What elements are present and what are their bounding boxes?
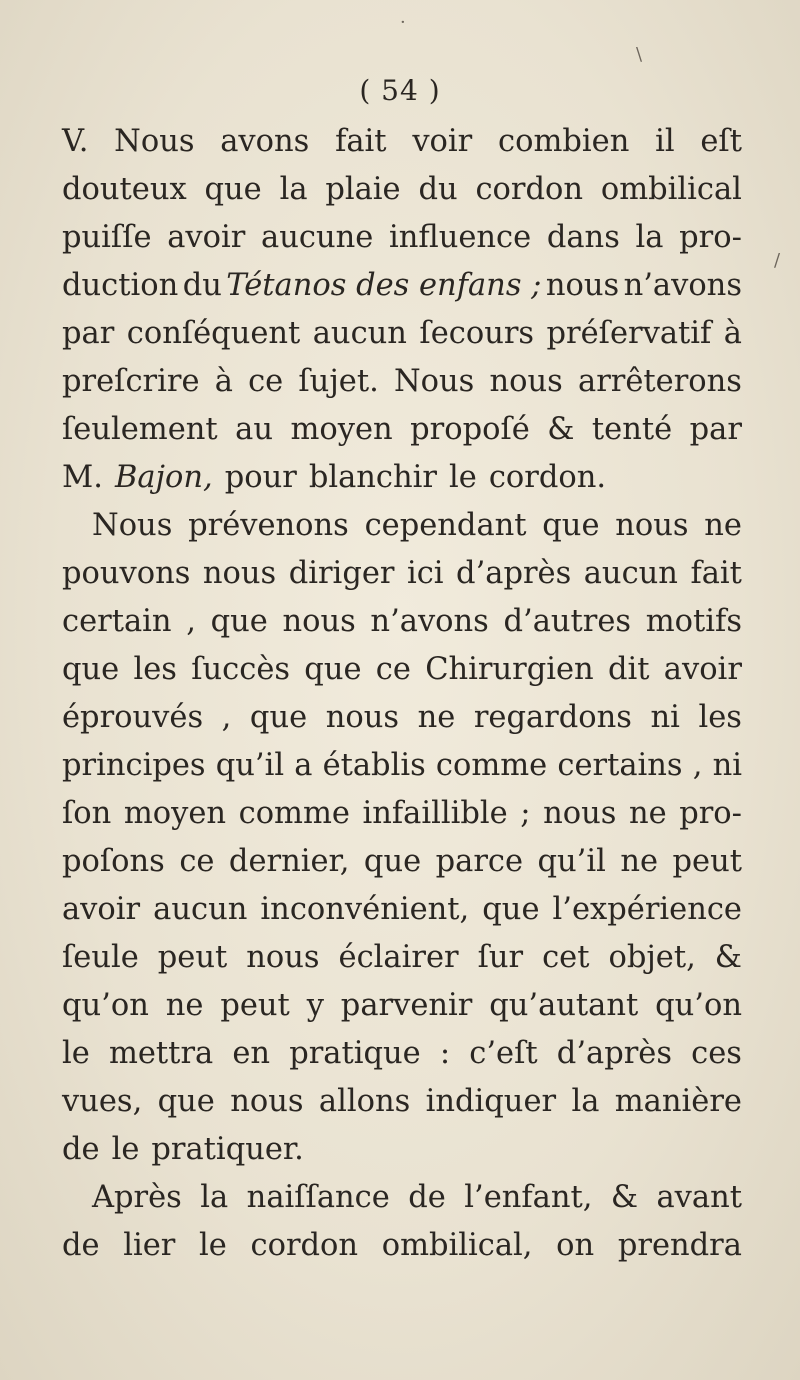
word: ne <box>704 508 742 543</box>
word: que <box>62 652 120 687</box>
text-line <box>62 790 742 838</box>
ink-speck: \ <box>636 44 643 65</box>
word: allons <box>318 1084 411 1119</box>
word: comme <box>238 796 350 831</box>
word: avant <box>656 1180 742 1215</box>
word: cet <box>542 940 590 975</box>
word: la <box>635 220 664 255</box>
word: le <box>62 1036 90 1071</box>
word: ces <box>691 1036 742 1071</box>
text-line <box>62 118 742 166</box>
text-line <box>62 406 742 454</box>
word: prévenons <box>188 508 349 543</box>
word: , <box>186 604 196 639</box>
word: vues, <box>62 1084 143 1119</box>
word: voir <box>412 124 473 159</box>
word: conſéquent <box>126 316 301 351</box>
word: du <box>182 268 222 303</box>
word: dit <box>607 652 650 687</box>
word: que <box>249 700 308 735</box>
word: nous <box>202 556 277 591</box>
word: preſcrire <box>62 364 200 399</box>
word: indiquer <box>425 1084 557 1119</box>
word: les <box>133 652 177 687</box>
word: duction <box>62 268 179 303</box>
word: moyen <box>123 796 227 831</box>
word: dernier, <box>228 844 350 879</box>
text-line <box>62 358 742 406</box>
word: on <box>556 1228 595 1263</box>
text-line <box>62 934 742 982</box>
word: qu’autant <box>489 988 639 1023</box>
word: comme <box>435 748 548 783</box>
italic-title: Tétanos des enfans ; <box>226 268 542 303</box>
word: n’avons <box>623 268 742 303</box>
text-line <box>62 1222 742 1270</box>
word: dans <box>546 220 620 255</box>
word: fait <box>335 124 387 159</box>
word: ce <box>248 364 284 399</box>
page-number: ( 54 ) <box>359 74 441 107</box>
word: peut <box>220 988 290 1023</box>
text-line <box>62 550 742 598</box>
word: d’après <box>456 556 572 591</box>
word: ſeulement <box>62 412 218 447</box>
word: ſecours <box>419 316 535 351</box>
word: aucun <box>583 556 678 591</box>
text-line <box>62 1030 742 1078</box>
word: ombilical, <box>381 1228 533 1263</box>
text-line <box>62 502 742 550</box>
word: du <box>418 172 458 207</box>
word: la <box>200 1180 229 1215</box>
word: pratiquer. <box>151 1132 304 1167</box>
text-line <box>62 310 742 358</box>
word: motifs <box>645 604 742 639</box>
word: lier <box>123 1228 176 1263</box>
word: ne <box>165 988 204 1023</box>
word: que <box>482 892 540 927</box>
word: Après <box>92 1180 182 1215</box>
word: nous <box>489 364 563 399</box>
word: aucun <box>312 316 407 351</box>
word: par <box>689 412 742 447</box>
word: inconvénient, <box>260 892 470 927</box>
word: a <box>294 748 313 783</box>
word: ſeule <box>62 940 139 975</box>
word: regardons <box>473 700 632 735</box>
text-line <box>62 982 742 1030</box>
word: nous <box>545 268 620 303</box>
word: qu’on <box>62 988 149 1023</box>
word: influence <box>388 220 532 255</box>
word: aucune <box>261 220 374 255</box>
word: cependant <box>364 508 527 543</box>
word: aucun <box>153 892 248 927</box>
word: nous <box>325 700 400 735</box>
word: ; <box>520 796 531 831</box>
word: ne <box>620 844 659 879</box>
word: : <box>439 1036 451 1071</box>
word: parvenir <box>340 988 473 1023</box>
text-line <box>62 262 742 310</box>
text-line <box>62 1126 742 1174</box>
word: que <box>363 844 422 879</box>
word: manière <box>614 1084 742 1119</box>
word: à <box>214 364 233 399</box>
word: avons <box>220 124 310 159</box>
word: Nous <box>92 508 173 543</box>
word: d’après <box>556 1036 673 1071</box>
word: tenté <box>591 412 673 447</box>
word: l’enfant, <box>464 1180 593 1215</box>
word: l’expérience <box>552 892 742 927</box>
body-text <box>62 118 742 1270</box>
word: certains <box>557 748 683 783</box>
word: ſur <box>477 940 524 975</box>
word: que <box>304 652 362 687</box>
word: fait <box>690 556 742 591</box>
word: cordon <box>475 172 584 207</box>
word: les <box>698 700 742 735</box>
word: moyen <box>290 412 393 447</box>
word: ce <box>375 652 411 687</box>
italic-name: Bajon, <box>114 460 213 495</box>
word: pouvons <box>62 556 191 591</box>
word: nous <box>246 940 320 975</box>
word: ſon <box>62 796 112 831</box>
text-line <box>62 886 742 934</box>
word: éprouvés <box>62 700 204 735</box>
word: pratique <box>289 1036 421 1071</box>
word: pour <box>224 460 297 495</box>
word: pro- <box>679 796 742 831</box>
word: eſt <box>700 124 742 159</box>
word: avoir <box>663 652 742 687</box>
text-line <box>62 694 742 742</box>
word: ombilical <box>600 172 742 207</box>
text-line <box>62 646 742 694</box>
word: peut <box>672 844 742 879</box>
word: ni <box>712 748 742 783</box>
word: naiſſance <box>246 1180 390 1215</box>
word: puiſſe <box>62 220 152 255</box>
word: à <box>723 316 742 351</box>
word: qu’il <box>537 844 606 879</box>
word: ſuccès <box>191 652 291 687</box>
word: établis <box>322 748 426 783</box>
word: que <box>204 172 262 207</box>
word: nous <box>282 604 356 639</box>
word: de <box>408 1180 446 1215</box>
word: poſons <box>62 844 165 879</box>
ink-speck: · <box>400 12 406 33</box>
text-line <box>62 838 742 886</box>
word: qu’il <box>215 748 285 783</box>
word: le <box>449 460 477 495</box>
word: cordon. <box>488 460 607 495</box>
word: ſujet. <box>298 364 379 399</box>
word: ce <box>179 844 215 879</box>
word: ici <box>406 556 444 591</box>
word: plaie <box>325 172 401 207</box>
word: d’autres <box>503 604 632 639</box>
word: ne <box>417 700 456 735</box>
word: objet, <box>608 940 696 975</box>
word: en <box>232 1036 271 1071</box>
word: n’avons <box>370 604 489 639</box>
word: M. <box>62 460 103 495</box>
word: le <box>199 1228 227 1263</box>
text-line <box>62 454 742 502</box>
word: Nous <box>393 364 475 399</box>
word: de <box>62 1132 100 1167</box>
word: V. <box>62 124 89 159</box>
word: douteux <box>62 172 187 207</box>
word: par <box>62 316 115 351</box>
word: nous <box>230 1084 304 1119</box>
text-line <box>62 742 742 790</box>
text-line <box>62 214 742 262</box>
text-line <box>62 166 742 214</box>
word: certain <box>62 604 172 639</box>
word: combien <box>498 124 630 159</box>
word: de <box>62 1228 100 1263</box>
word: avoir <box>167 220 246 255</box>
word: préſervatif <box>546 316 712 351</box>
word: au <box>235 412 273 447</box>
word: la <box>571 1084 600 1119</box>
text-line <box>62 1078 742 1126</box>
word: pro- <box>679 220 742 255</box>
word: avoir <box>62 892 141 927</box>
word: ni <box>650 700 680 735</box>
word: Chirurgien <box>425 652 594 687</box>
word: ne <box>628 796 667 831</box>
word: que <box>542 508 600 543</box>
word: , <box>692 748 703 783</box>
text-line <box>62 1174 742 1222</box>
word: blanchir <box>308 460 437 495</box>
word: que <box>210 604 268 639</box>
word: arrêterons <box>578 364 742 399</box>
text-line <box>62 598 742 646</box>
word: y <box>306 988 324 1023</box>
word: Nous <box>114 124 195 159</box>
ink-speck: / <box>774 250 781 271</box>
word: & <box>547 412 575 447</box>
word: il <box>655 124 675 159</box>
word: le <box>111 1132 140 1167</box>
word: mettra <box>108 1036 214 1071</box>
word: éclairer <box>338 940 459 975</box>
word: qu’on <box>655 988 742 1023</box>
word: nous <box>615 508 689 543</box>
word: diriger <box>288 556 395 591</box>
word: , <box>221 700 232 735</box>
word: propoſé <box>410 412 530 447</box>
word: prendra <box>617 1228 742 1263</box>
word: infaillible <box>362 796 508 831</box>
word: & <box>610 1180 639 1215</box>
word: principes <box>62 748 206 783</box>
word: cordon <box>250 1228 359 1263</box>
word: c’eſt <box>469 1036 538 1071</box>
word: & <box>714 940 742 975</box>
word: que <box>157 1084 215 1119</box>
word: peut <box>157 940 228 975</box>
word: la <box>279 172 308 207</box>
word: parce <box>435 844 524 879</box>
word: nous <box>543 796 617 831</box>
